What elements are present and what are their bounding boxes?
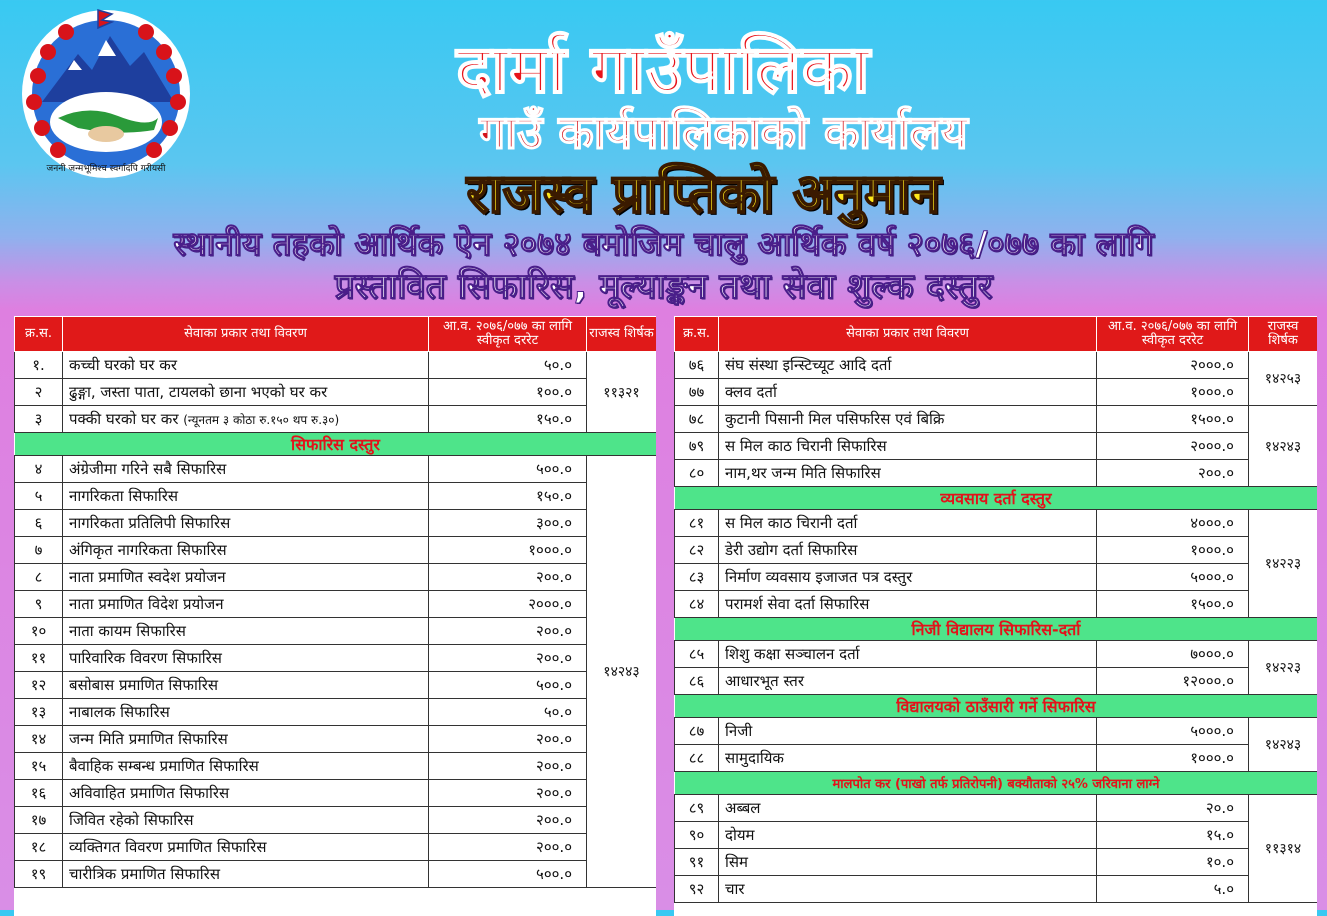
row-rate: ३००.० [429,510,587,537]
row-sn: ७८ [675,406,719,433]
col-header-desc: सेवाका प्रकार तथा विवरण [719,317,1097,352]
table-row [15,726,657,753]
row-rate: २००.० [429,753,587,780]
row-desc: चारीत्रिक प्रमाणित सिफारिस [63,861,429,888]
table-row [15,483,657,510]
row-sn: ७६ [675,352,719,379]
table-row [15,780,657,807]
row-sn: ६ [15,510,63,537]
row-rate: २०००.० [1097,352,1249,379]
row-sn: ८ [15,564,63,591]
table-row [15,807,657,834]
section-heading: सिफारिस दस्तुर [15,433,657,456]
row-rate: ५०००.० [1097,718,1249,745]
table-row [15,510,657,537]
table-row [675,745,1318,772]
section-row [15,433,657,456]
row-rate: ५००.० [429,861,587,888]
row-rate: २०००.० [429,591,587,618]
row-rate: २००.० [429,780,587,807]
row-sn: ९ [15,591,63,618]
row-sn: ७९ [675,433,719,460]
row-code: १४२२३ [1249,641,1318,695]
office-title: गाउँ कार्यपालिकाको कार्यालय [479,105,968,159]
row-rate: २००.० [429,564,587,591]
revenue-heading: राजस्व प्राप्तिको अनुमान [466,162,941,225]
row-rate: २००.० [429,726,587,753]
row-rate: ७०००.० [1097,641,1249,668]
logo-motto: जननी जन्मभूमिश्च स्वर्गादपि गरीयसी [46,164,166,174]
row-desc: चार [719,876,1097,903]
row-desc: निजी [719,718,1097,745]
row-rate: १०००.० [1097,379,1249,406]
section-row [675,487,1318,510]
row-sn: ८७ [675,718,719,745]
col-header-sn: क्र.स. [15,317,63,352]
row-sn: ८६ [675,668,719,695]
left-rate-table [14,316,656,888]
row-desc: डेरी उद्योग दर्ता सिफारिस [719,537,1097,564]
row-desc [63,406,429,433]
row-desc: क्लव दर्ता [719,379,1097,406]
row-rate: १५००.० [1097,591,1249,618]
col-header-code: राजस्व शिर्षक [1249,317,1318,352]
row-rate: १२०००.० [1097,668,1249,695]
row-desc: अविवाहित प्रमाणित सिफारिस [63,780,429,807]
row-sn: ८० [675,460,719,487]
row-code: १४२५३ [1249,352,1318,406]
table-row [15,672,657,699]
table-row [15,591,657,618]
table-row [675,641,1318,668]
row-desc: जन्म मिति प्रमाणित सिफारिस [63,726,429,753]
row-desc: पारिवारिक विवरण सिफारिस [63,645,429,672]
row-rate: १०००.० [1097,745,1249,772]
row-sn: २ [15,379,63,406]
row-rate: ५.० [1097,876,1249,903]
row-desc: नाता प्रमाणित स्वदेश प्रयोजन [63,564,429,591]
table-row [15,861,657,888]
row-code: ११३२१ [587,352,657,433]
table-row [675,876,1318,903]
section-heading: मालपोत कर (पाखो तर्फ प्रतिरोपनी) बक्यौताको २५% जरिवाना लाग्ने [675,772,1318,795]
table-row [675,537,1318,564]
row-sn: १. [15,352,63,379]
row-sn: १३ [15,699,63,726]
row-rate: १००.० [429,379,587,406]
table-row [675,591,1318,618]
municipality-title: दार्मा गाउँपालिका [456,31,871,108]
table-row [675,406,1318,433]
row-sn: ३ [15,406,63,433]
row-rate: २००.० [429,834,587,861]
right-rate-table [674,316,1317,903]
row-sn: ७७ [675,379,719,406]
row-rate: ५०००.० [1097,564,1249,591]
row-sn: ९२ [675,876,719,903]
row-rate: २०.० [1097,795,1249,822]
row-desc: व्यक्तिगत विवरण प्रमाणित सिफारिस [63,834,429,861]
row-code: १४२४३ [1249,406,1318,487]
row-desc: नागरिकता प्रतिलिपी सिफारिस [63,510,429,537]
table-row [675,510,1318,537]
row-sn: १९ [15,861,63,888]
table-row [675,379,1318,406]
row-desc: कच्ची घरको घर कर [63,352,429,379]
row-sn: १७ [15,807,63,834]
table-row [15,834,657,861]
row-rate: १०.० [1097,849,1249,876]
subtitle-line-2: प्रस्तावित सिफारिस, मूल्याङ्कन तथा सेवा शुल्क दस्तुर [334,267,993,307]
row-rate: ५००.० [429,672,587,699]
row-sn: ९१ [675,849,719,876]
row-desc: अब्बल [719,795,1097,822]
subtitle-line-1: स्थानीय तहको आर्थिक ऐन २०७४ बमोजिम चालु आर्थिक वर्ष २०७६/०७७ का लागि [173,224,1154,263]
row-desc: संघ संस्था इन्स्टिच्यूट आदि दर्ता [719,352,1097,379]
row-rate: ५०.० [429,699,587,726]
row-rate: २००.० [429,807,587,834]
row-desc: नाबालक सिफारिस [63,699,429,726]
row-sn: ८१ [675,510,719,537]
row-rate: ४०००.० [1097,510,1249,537]
row-desc: दोयम [719,822,1097,849]
row-rate: १०००.० [1097,537,1249,564]
row-sn: ४ [15,456,63,483]
table-row [15,645,657,672]
row-rate: २००.० [1097,460,1249,487]
table-row [675,460,1318,487]
row-sn: १२ [15,672,63,699]
row-code: ११३१४ [1249,795,1318,903]
col-header-desc: सेवाका प्रकार तथा विवरण [63,317,429,352]
row-sn: ८४ [675,591,719,618]
row-sn: ७ [15,537,63,564]
left-rate-table-panel [14,316,656,916]
table-row [675,718,1318,745]
row-desc: अंगिकृत नागरिकता सिफारिस [63,537,429,564]
row-desc: बसोबास प्रमाणित सिफारिस [63,672,429,699]
row-rate: २००.० [429,645,587,672]
table-row [15,618,657,645]
row-desc-text: पक्की घरको घर कर [69,410,179,428]
table-row [675,795,1318,822]
row-sn: १० [15,618,63,645]
row-desc: शिशु कक्षा सञ्चालन दर्ता [719,641,1097,668]
row-desc: कुटानी पिसानी मिल पसिफरिस एवं बिक्रि [719,406,1097,433]
row-rate: १०००.० [429,537,587,564]
row-desc: नाम,थर जन्म मिति सिफारिस [719,460,1097,487]
row-desc: नाता प्रमाणित विदेश प्रयोजन [63,591,429,618]
table-row [15,699,657,726]
row-desc: ढुङ्गा, जस्ता पाता, टायलको छाना भएको घर कर [63,379,429,406]
col-header-code: राजस्व शिर्षक [587,317,657,352]
row-rate: २००.० [429,618,587,645]
section-heading: व्यवसाय दर्ता दस्तुर [675,487,1318,510]
row-sn: ८५ [675,641,719,668]
row-sn: १६ [15,780,63,807]
table-row [675,352,1318,379]
row-desc: अंग्रेजीमा गरिने सबै सिफारिस [63,456,429,483]
row-desc: नाता कायम सिफारिस [63,618,429,645]
row-desc: आधारभूत स्तर [719,668,1097,695]
section-row [675,772,1318,795]
row-sn: ८९ [675,795,719,822]
table-row [675,433,1318,460]
row-desc: परामर्श सेवा दर्ता सिफारिस [719,591,1097,618]
table-row [15,406,657,433]
section-row [675,618,1318,641]
table-row [675,849,1318,876]
row-sn: ८३ [675,564,719,591]
section-heading: विद्यालयको ठाउँसारी गर्ने सिफारिस [675,695,1318,718]
row-rate: १५.० [1097,822,1249,849]
row-desc: जिवित रहेको सिफारिस [63,807,429,834]
table-row [15,564,657,591]
row-sn: १५ [15,753,63,780]
col-header-rate: आ.व. २०७६/०७७ का लागि स्वीकृत दररेट [429,317,587,352]
col-header-sn: क्र.स. [675,317,719,352]
row-code: १४२४३ [587,456,657,888]
row-rate: ५००.० [429,456,587,483]
row-sn: ११ [15,645,63,672]
table-row [675,564,1318,591]
table-row [15,456,657,483]
row-desc: नागरिकता सिफारिस [63,483,429,510]
row-desc: सामुदायिक [719,745,1097,772]
table-row [15,379,657,406]
row-sn: १८ [15,834,63,861]
table-row [15,537,657,564]
col-header-rate: आ.व. २०७६/०७७ का लागि स्वीकृत दररेट [1097,317,1249,352]
row-desc-note: (न्यूनतम ३ कोठा रु.१५० थप रु.३०) [183,413,340,427]
row-desc: निर्माण व्यवसाय इजाजत पत्र दस्तुर [719,564,1097,591]
row-sn: ८८ [675,745,719,772]
row-sn: ५ [15,483,63,510]
table-row [675,822,1318,849]
row-desc: स मिल काठ चिरानी सिफारिस [719,433,1097,460]
section-heading: निजी विद्यालय सिफारिस-दर्ता [675,618,1318,641]
table-row [15,352,657,379]
right-rate-table-panel [674,316,1317,916]
row-sn: ९० [675,822,719,849]
section-row [675,695,1318,718]
row-sn: ८२ [675,537,719,564]
table-row [15,753,657,780]
row-rate: ५०.० [429,352,587,379]
row-desc: बैवाहिक सम्बन्ध प्रमाणित सिफारिस [63,753,429,780]
row-desc: सिम [719,849,1097,876]
table-row [675,668,1318,695]
row-code: १४२२३ [1249,510,1318,618]
row-rate: १५०.० [429,483,587,510]
row-rate: २०००.० [1097,433,1249,460]
row-code: १४२४३ [1249,718,1318,772]
row-rate: १५०.० [429,406,587,433]
row-rate: १५००.० [1097,406,1249,433]
row-sn: १४ [15,726,63,753]
row-desc: स मिल काठ चिरानी दर्ता [719,510,1097,537]
